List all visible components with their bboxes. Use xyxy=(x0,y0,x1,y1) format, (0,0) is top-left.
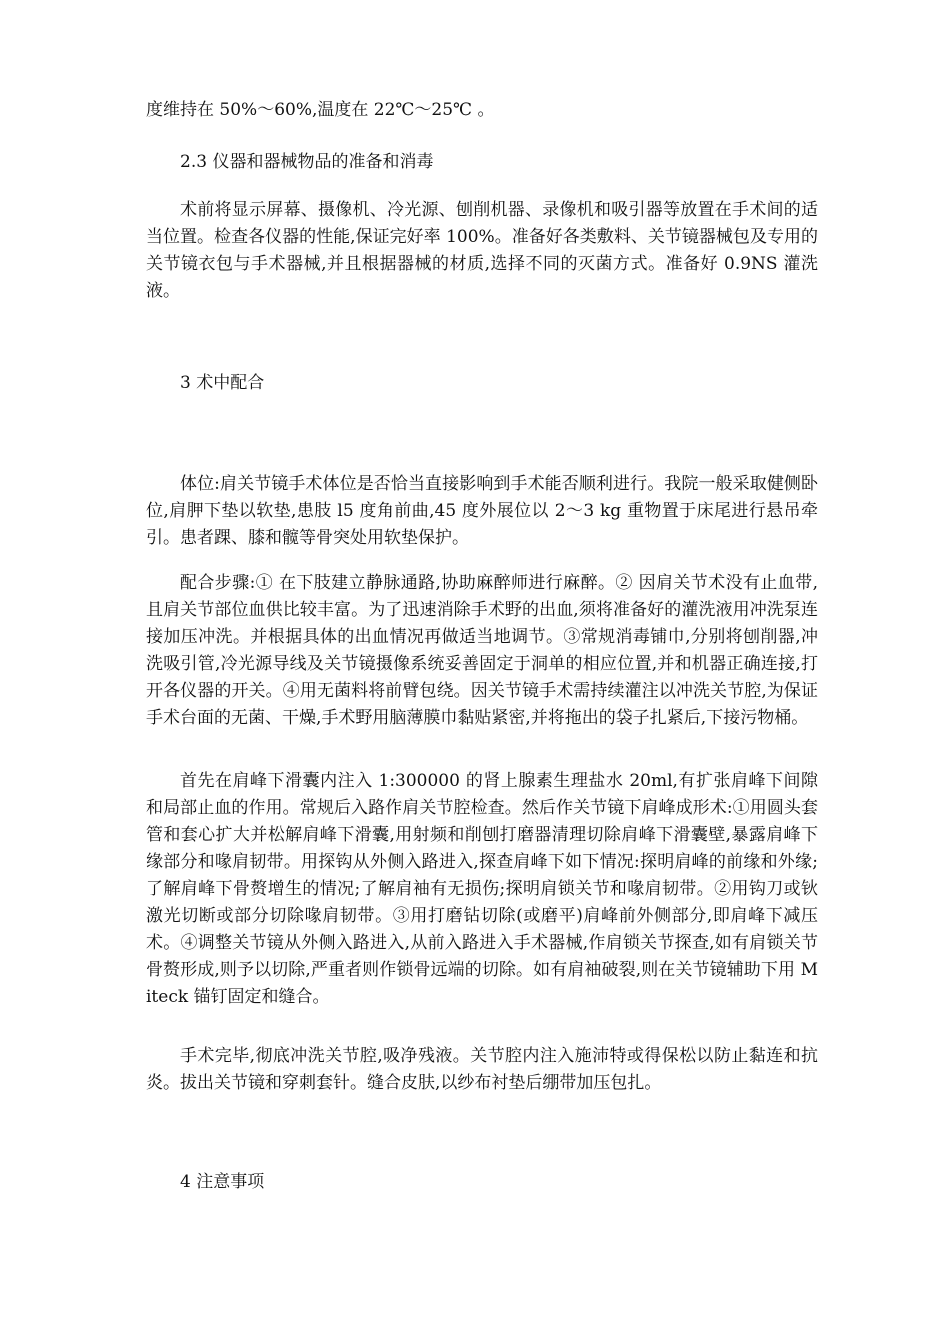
paragraph-patient-position: 体位:肩关节镜手术体位是否恰当直接影响到手术能否顺利进行。我院一般采取健侧卧位,肩胛下垫以软垫,患肢 l5 度角前曲,45 度外展位以 2～3 kg 重物置于床尾进行悬吊牵引。患者踝、膝和髋等骨突处用软垫保护。 xyxy=(146,474,818,548)
paragraph-instrument-preparation: 术前将显示屏幕、摄像机、冷光源、刨削机器、录像机和吸引器等放置在手术间的适当位置。检查各仪器的性能,保证完好率 100%。准备好各类敷料、关节镜器械包及专用的关节镜衣包与手术器械,并且根据器械的材质,选择不同的灭菌方式。准备好 0.9NS 灌洗液。 xyxy=(146,200,818,301)
paragraph-operation-finish: 手术完毕,彻底冲洗关节腔,吸净残液。关节腔内注入施沛特或得保松以防止黏连和抗炎。拔出关节镜和穿刺套针。缝合皮肤,以纱布衬垫后绷带加压包扎。 xyxy=(146,1046,818,1093)
paragraph-cooperation-steps: 配合步骤:① 在下肢建立静脉通路,协助麻醉师进行麻醉。② 因肩关节术没有止血带,且肩关节部位血供比较丰富。为了迅速消除手术野的出血,须将准备好的灌洗液用冲洗泵连接加压冲洗。并根据具体的出血情况再做适当地调节。③常规消毒铺巾,分别将刨削器,冲洗吸引管,冷光源导线及关节镜摄像系统妥善固定于洞单的相应位置,并和机器正确连接,打开各仪器的开关。④用无菌料将前臂包绕。因关节镜手术需持续灌注以冲洗关节腔,为保证手术台面的无菌、干燥,手术野用脑薄膜巾黏贴紧密,并将拖出的袋子扎紧后,下接污物桶。 xyxy=(146,573,818,728)
section-heading-4: 4 注意事项 xyxy=(180,1172,265,1192)
section-heading-2-3: 2.3 仪器和器械物品的准备和消毒 xyxy=(180,152,434,172)
paragraph-continuation: 度维持在 50%～60%,温度在 22℃～25℃ 。 xyxy=(146,100,495,120)
paragraph-surgical-procedure: 首先在肩峰下滑囊内注入 1:300000 的肾上腺素生理盐水 20ml,有扩张肩峰下间隙和局部止血的作用。常规后入路作肩关节腔检查。然后作关节镜下肩峰成形术:①用圆头套管和套心扩大并松解肩峰下滑囊,用射频和削刨打磨器清理切除肩峰下滑囊壁,暴露肩峰下缘部分和喙肩韧带。用探钩从外侧入路进入,探查肩峰下如下情况:探明肩峰的前缘和外缘;了解肩峰下骨赘增生的情况;了解肩袖有无损伤;探明肩锁关节和喙肩韧带。②用钩刀或钬激光切断或部分切除喙肩韧带。③用打磨钻切除(或磨平)肩峰前外侧部分,即肩峰下减压术。④调整关节镜从外侧入路进入,从前入路进入手术器械,作肩锁关节探查,如有肩锁关节骨赘形成,则予以切除,严重者则作锁骨远端的切除。如有肩袖破裂,则在关节镜辅助下用 Miteck 锚钉固定和缝合。 xyxy=(146,771,818,1007)
section-heading-3: 3 术中配合 xyxy=(180,373,265,393)
